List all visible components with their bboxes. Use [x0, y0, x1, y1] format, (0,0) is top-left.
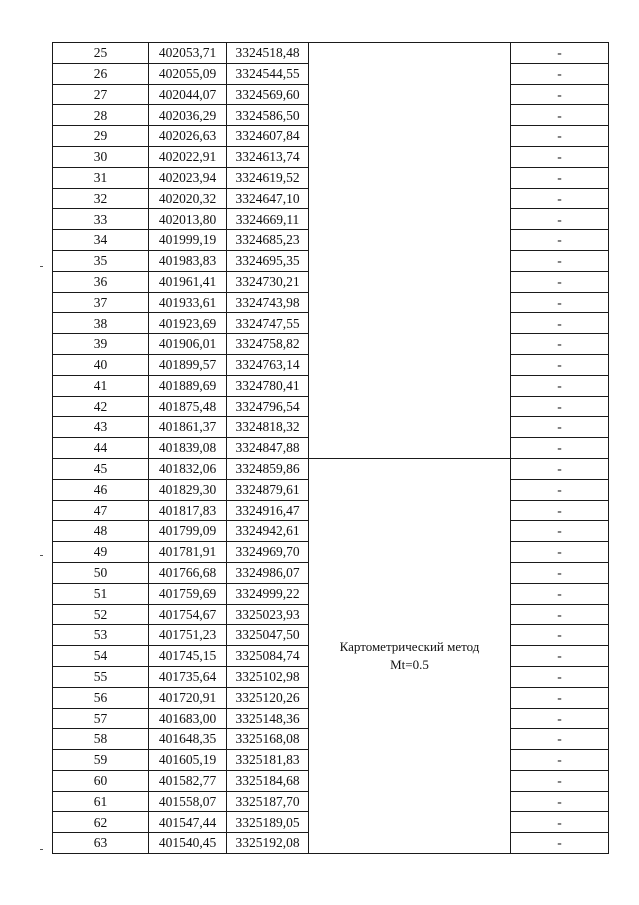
dash-cell: -: [511, 417, 609, 438]
x-coordinate-cell: 401751,23: [149, 625, 227, 646]
point-number-cell: 27: [53, 84, 149, 105]
x-coordinate-cell: 402022,91: [149, 146, 227, 167]
y-coordinate-cell: 3325184,68: [227, 770, 309, 791]
method-cell-empty: [309, 43, 511, 459]
point-number-cell: 62: [53, 812, 149, 833]
y-coordinate-cell: 3324879,61: [227, 479, 309, 500]
margin-scan-mark: [40, 555, 43, 556]
dash-cell: -: [511, 729, 609, 750]
y-coordinate-cell: 3325148,36: [227, 708, 309, 729]
point-number-cell: 42: [53, 396, 149, 417]
dash-cell: -: [511, 230, 609, 251]
dash-cell: -: [511, 791, 609, 812]
dash-cell: -: [511, 146, 609, 167]
point-number-cell: 35: [53, 250, 149, 271]
x-coordinate-cell: 401781,91: [149, 542, 227, 563]
y-coordinate-cell: 3324747,55: [227, 313, 309, 334]
x-coordinate-cell: 402013,80: [149, 209, 227, 230]
point-number-cell: 33: [53, 209, 149, 230]
dash-cell: -: [511, 604, 609, 625]
x-coordinate-cell: 401839,08: [149, 438, 227, 459]
point-number-cell: 39: [53, 334, 149, 355]
x-coordinate-cell: 402020,32: [149, 188, 227, 209]
dash-cell: -: [511, 438, 609, 459]
point-number-cell: 50: [53, 562, 149, 583]
point-number-cell: 63: [53, 833, 149, 854]
dash-cell: -: [511, 167, 609, 188]
y-coordinate-cell: 3325102,98: [227, 666, 309, 687]
dash-cell: -: [511, 562, 609, 583]
y-coordinate-cell: 3324569,60: [227, 84, 309, 105]
y-coordinate-cell: 3324669,11: [227, 209, 309, 230]
point-number-cell: 44: [53, 438, 149, 459]
dash-cell: -: [511, 479, 609, 500]
x-coordinate-cell: 401648,35: [149, 729, 227, 750]
y-coordinate-cell: 3325047,50: [227, 625, 309, 646]
point-number-cell: 58: [53, 729, 149, 750]
dash-cell: -: [511, 271, 609, 292]
point-number-cell: 43: [53, 417, 149, 438]
point-number-cell: 54: [53, 646, 149, 667]
point-number-cell: 48: [53, 521, 149, 542]
x-coordinate-cell: 402053,71: [149, 43, 227, 64]
y-coordinate-cell: 3324859,86: [227, 458, 309, 479]
margin-scan-mark: [40, 266, 43, 267]
point-number-cell: 36: [53, 271, 149, 292]
table-row: [53, 458, 609, 479]
point-number-cell: 55: [53, 666, 149, 687]
dash-cell: -: [511, 354, 609, 375]
dash-cell: -: [511, 833, 609, 854]
x-coordinate-cell: 401906,01: [149, 334, 227, 355]
point-number-cell: 28: [53, 105, 149, 126]
y-coordinate-cell: 3325120,26: [227, 687, 309, 708]
dash-cell: -: [511, 583, 609, 604]
point-number-cell: 32: [53, 188, 149, 209]
point-number-cell: 52: [53, 604, 149, 625]
dash-cell: -: [511, 687, 609, 708]
x-coordinate-cell: 401933,61: [149, 292, 227, 313]
y-coordinate-cell: 3324818,32: [227, 417, 309, 438]
point-number-cell: 57: [53, 708, 149, 729]
dash-cell: -: [511, 63, 609, 84]
point-number-cell: 61: [53, 791, 149, 812]
x-coordinate-cell: 401745,15: [149, 646, 227, 667]
y-coordinate-cell: 3324758,82: [227, 334, 309, 355]
x-coordinate-cell: 402036,29: [149, 105, 227, 126]
x-coordinate-cell: 401558,07: [149, 791, 227, 812]
x-coordinate-cell: 401735,64: [149, 666, 227, 687]
x-coordinate-cell: 402044,07: [149, 84, 227, 105]
y-coordinate-cell: 3324619,52: [227, 167, 309, 188]
x-coordinate-cell: 401999,19: [149, 230, 227, 251]
point-number-cell: 25: [53, 43, 149, 64]
dash-cell: -: [511, 126, 609, 147]
dash-cell: -: [511, 250, 609, 271]
y-coordinate-cell: 3325084,74: [227, 646, 309, 667]
dash-cell: -: [511, 521, 609, 542]
x-coordinate-cell: 401889,69: [149, 375, 227, 396]
point-number-cell: 60: [53, 770, 149, 791]
y-coordinate-cell: 3324743,98: [227, 292, 309, 313]
method-cell: [309, 458, 511, 853]
dash-cell: -: [511, 396, 609, 417]
y-coordinate-cell: 3324916,47: [227, 500, 309, 521]
x-coordinate-cell: 401683,00: [149, 708, 227, 729]
dash-cell: -: [511, 542, 609, 563]
x-coordinate-cell: 401720,91: [149, 687, 227, 708]
dash-cell: -: [511, 666, 609, 687]
x-coordinate-cell: 401799,09: [149, 521, 227, 542]
dash-cell: -: [511, 625, 609, 646]
y-coordinate-cell: 3324613,74: [227, 146, 309, 167]
point-number-cell: 51: [53, 583, 149, 604]
point-number-cell: 47: [53, 500, 149, 521]
dash-cell: -: [511, 84, 609, 105]
method-accuracy: Mt=0.5: [390, 657, 429, 672]
x-coordinate-cell: 401923,69: [149, 313, 227, 334]
x-coordinate-cell: 401983,83: [149, 250, 227, 271]
dash-cell: -: [511, 375, 609, 396]
table-row: [53, 43, 609, 64]
y-coordinate-cell: 3325187,70: [227, 791, 309, 812]
x-coordinate-cell: 401899,57: [149, 354, 227, 375]
point-number-cell: 59: [53, 750, 149, 771]
point-number-cell: 30: [53, 146, 149, 167]
y-coordinate-cell: 3324607,84: [227, 126, 309, 147]
x-coordinate-cell: 401605,19: [149, 750, 227, 771]
dash-cell: -: [511, 105, 609, 126]
point-number-cell: 38: [53, 313, 149, 334]
x-coordinate-cell: 401582,77: [149, 770, 227, 791]
y-coordinate-cell: 3324942,61: [227, 521, 309, 542]
y-coordinate-cell: 3324544,55: [227, 63, 309, 84]
dash-cell: -: [511, 188, 609, 209]
point-number-cell: 49: [53, 542, 149, 563]
point-number-cell: 40: [53, 354, 149, 375]
x-coordinate-cell: 402055,09: [149, 63, 227, 84]
point-number-cell: 26: [53, 63, 149, 84]
y-coordinate-cell: 3324518,48: [227, 43, 309, 64]
y-coordinate-cell: 3325189,05: [227, 812, 309, 833]
y-coordinate-cell: 3324847,88: [227, 438, 309, 459]
x-coordinate-cell: 401817,83: [149, 500, 227, 521]
dash-cell: -: [511, 292, 609, 313]
y-coordinate-cell: 3324695,35: [227, 250, 309, 271]
dash-cell: -: [511, 43, 609, 64]
point-number-cell: 41: [53, 375, 149, 396]
dash-cell: -: [511, 750, 609, 771]
x-coordinate-cell: 402026,63: [149, 126, 227, 147]
dash-cell: -: [511, 313, 609, 334]
dash-cell: -: [511, 646, 609, 667]
y-coordinate-cell: 3324647,10: [227, 188, 309, 209]
y-coordinate-cell: 3324969,70: [227, 542, 309, 563]
coordinates-table-body: [53, 43, 609, 854]
point-number-cell: 53: [53, 625, 149, 646]
x-coordinate-cell: 401829,30: [149, 479, 227, 500]
point-number-cell: 45: [53, 458, 149, 479]
dash-cell: -: [511, 812, 609, 833]
y-coordinate-cell: 3324730,21: [227, 271, 309, 292]
x-coordinate-cell: 401759,69: [149, 583, 227, 604]
x-coordinate-cell: 401547,44: [149, 812, 227, 833]
y-coordinate-cell: 3325181,83: [227, 750, 309, 771]
y-coordinate-cell: 3324780,41: [227, 375, 309, 396]
point-number-cell: 37: [53, 292, 149, 313]
y-coordinate-cell: 3325192,08: [227, 833, 309, 854]
x-coordinate-cell: 401766,68: [149, 562, 227, 583]
dash-cell: -: [511, 708, 609, 729]
margin-scan-mark: [40, 849, 43, 850]
x-coordinate-cell: 401875,48: [149, 396, 227, 417]
x-coordinate-cell: 401754,67: [149, 604, 227, 625]
method-name: Картометрический метод: [339, 639, 480, 655]
dash-cell: -: [511, 500, 609, 521]
y-coordinate-cell: 3325023,93: [227, 604, 309, 625]
y-coordinate-cell: 3324685,23: [227, 230, 309, 251]
point-number-cell: 46: [53, 479, 149, 500]
x-coordinate-cell: 401861,37: [149, 417, 227, 438]
x-coordinate-cell: 401961,41: [149, 271, 227, 292]
point-number-cell: 31: [53, 167, 149, 188]
point-number-cell: 34: [53, 230, 149, 251]
y-coordinate-cell: 3324763,14: [227, 354, 309, 375]
y-coordinate-cell: 3324986,07: [227, 562, 309, 583]
y-coordinate-cell: 3324999,22: [227, 583, 309, 604]
y-coordinate-cell: 3324796,54: [227, 396, 309, 417]
point-number-cell: 29: [53, 126, 149, 147]
x-coordinate-cell: 401832,06: [149, 458, 227, 479]
dash-cell: -: [511, 458, 609, 479]
dash-cell: -: [511, 334, 609, 355]
y-coordinate-cell: 3325168,08: [227, 729, 309, 750]
x-coordinate-cell: 402023,94: [149, 167, 227, 188]
y-coordinate-cell: 3324586,50: [227, 105, 309, 126]
coordinates-table: [52, 42, 609, 854]
dash-cell: -: [511, 209, 609, 230]
point-number-cell: 56: [53, 687, 149, 708]
dash-cell: -: [511, 770, 609, 791]
x-coordinate-cell: 401540,45: [149, 833, 227, 854]
